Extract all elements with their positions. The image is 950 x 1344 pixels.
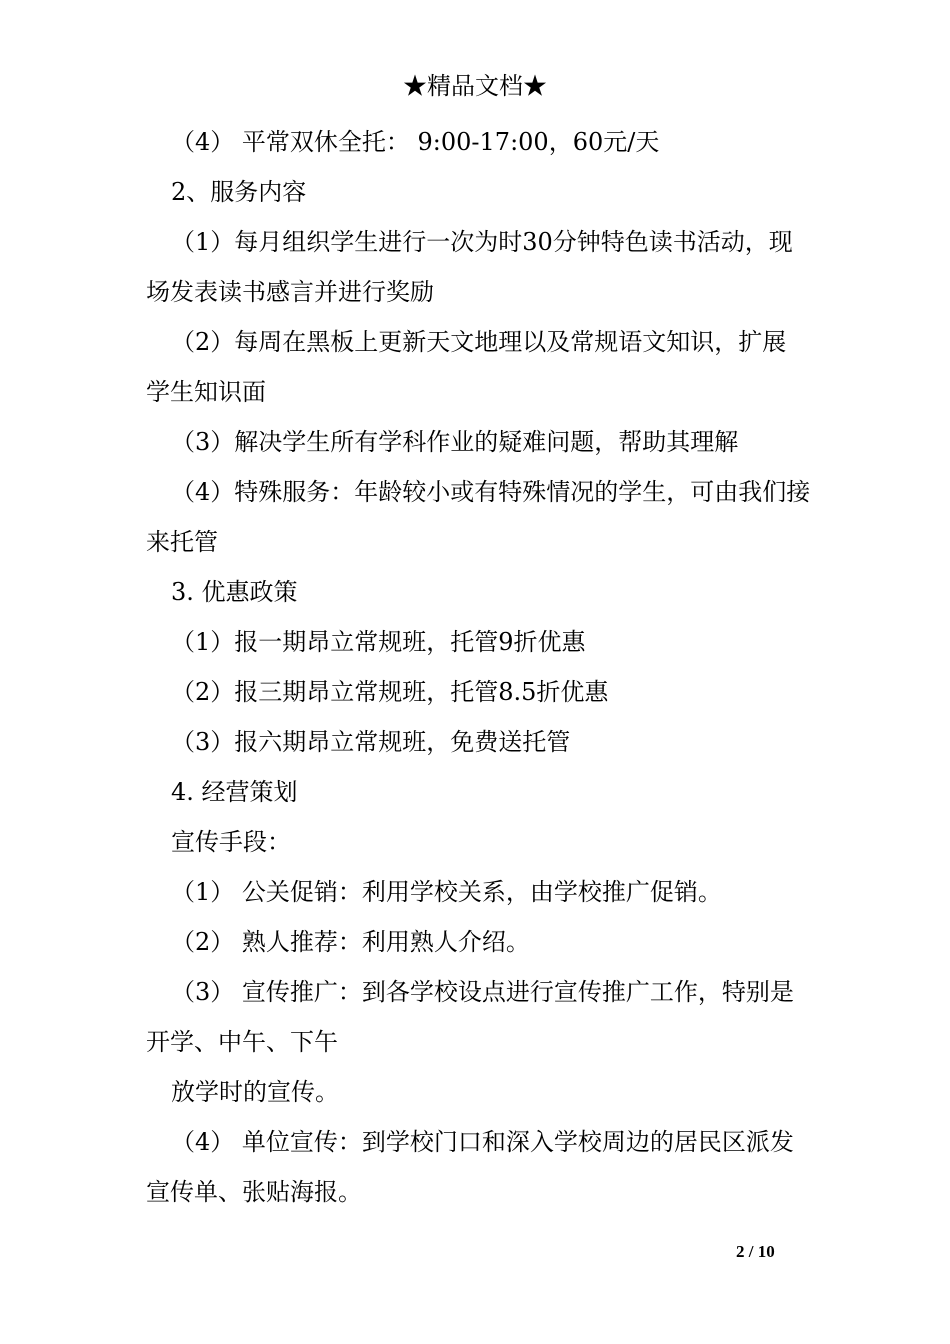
text-line: （4）特殊服务：年龄较小或有特殊情况的学生，可由我们接 [171, 478, 811, 506]
text-line: （1） 公关促销：利用学校关系，由学校推广促销。 [171, 878, 722, 906]
section-heading: 2、服务内容 [171, 178, 307, 206]
text-line: 开学、中午、下午 [146, 1028, 338, 1056]
text-line: （1）每月组织学生进行一次为时30分钟特色读书活动，现 [171, 228, 793, 256]
text-line: （4） 单位宣传：到学校门口和深入学校周边的居民区派发 [171, 1128, 794, 1156]
text-line: （4） 平常双休全托： 9:00-17:00，60元/天 [171, 128, 660, 156]
document-header-title: ★精品文档★ [403, 72, 547, 100]
section-heading: 4. 经营策划 [171, 778, 298, 806]
text-line: 宣传手段： [171, 828, 291, 856]
text-line: 宣传单、张贴海报。 [146, 1178, 362, 1206]
section-heading: 3. 优惠政策 [171, 578, 298, 606]
text-line: （2） 熟人推荐：利用熟人介绍。 [171, 928, 530, 956]
text-line: 场发表读书感言并进行奖励 [146, 278, 434, 306]
text-line: 来托管 [146, 528, 218, 556]
page-number: 2 / 10 [736, 1242, 775, 1261]
text-line: （3）报六期昂立常规班，免费送托管 [171, 728, 571, 756]
text-line: （2）报三期昂立常规班，托管8.5折优惠 [171, 678, 609, 706]
text-line: （3） 宣传推广：到各学校设点进行宣传推广工作，特别是 [171, 978, 794, 1006]
text-line: （1）报一期昂立常规班，托管9折优惠 [171, 628, 586, 656]
text-line: （3）解决学生所有学科作业的疑难问题，帮助其理解 [171, 428, 739, 456]
text-line: （2）每周在黑板上更新天文地理以及常规语文知识，扩展 [171, 328, 787, 356]
text-line: 学生知识面 [146, 378, 266, 406]
text-line: 放学时的宣传。 [171, 1078, 339, 1106]
